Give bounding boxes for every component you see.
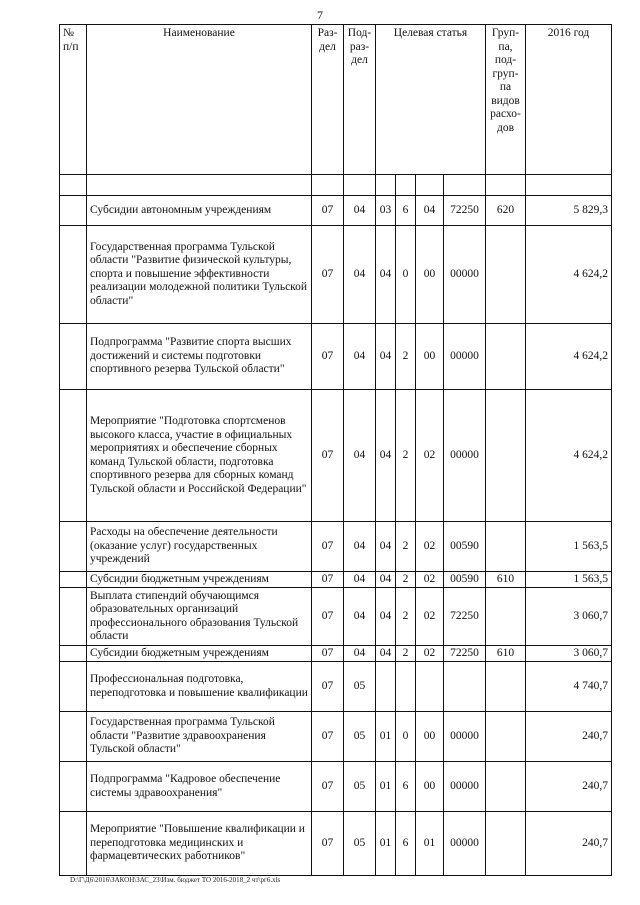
table-row — [60, 390, 612, 522]
cell-amount: 3 060,7 — [526, 646, 612, 662]
cell-podrazdel: 05 — [344, 762, 376, 812]
cell-expense-group: 620 — [486, 196, 526, 226]
cell-name: Субсидии бюджетным учреждениям — [87, 572, 312, 588]
cell-razdel: 07 — [312, 588, 344, 646]
cell-target-program: 04 — [376, 572, 396, 588]
cell-podrazdel: 04 — [344, 226, 376, 324]
cell-amount: 4 624,2 — [526, 324, 612, 390]
cell-expense-group — [486, 522, 526, 572]
cell-target-subprogram: 2 — [396, 522, 416, 572]
cell-expense-group — [486, 226, 526, 324]
cell-target-program: 04 — [376, 390, 396, 522]
cell-target-event: 00 — [416, 226, 444, 324]
cell-expense-group: 610 — [486, 646, 526, 662]
cell-num — [60, 196, 87, 226]
cell-name: Государственная программа Тульской области "Развитие здравоохранения Тульской области" — [87, 712, 312, 762]
cell-target-direction: 00590 — [444, 572, 486, 588]
table-row — [60, 646, 612, 662]
cell-expense-group — [486, 324, 526, 390]
cell-target-subprogram: 0 — [396, 712, 416, 762]
cell-target-direction — [444, 662, 486, 712]
cell-target-event: 00 — [416, 712, 444, 762]
cell-target-event: 04 — [416, 196, 444, 226]
header-name: Наименование — [87, 25, 312, 175]
header-target: Целевая статья — [376, 25, 486, 175]
cell-podrazdel: 05 — [344, 662, 376, 712]
cell-razdel: 07 — [312, 762, 344, 812]
cell-podrazdel: 04 — [344, 572, 376, 588]
cell-target-subprogram: 2 — [396, 324, 416, 390]
cell-podrazdel: 05 — [344, 712, 376, 762]
cell-target-event: 02 — [416, 390, 444, 522]
cell-num — [60, 662, 87, 712]
cell-razdel: 07 — [312, 812, 344, 876]
cell-target-direction: 72250 — [444, 196, 486, 226]
cell-name: Государственная программа Тульской области "Развитие физической культуры, спорта и повышение эффективности реализации молодежной политики Тульской области" — [87, 226, 312, 324]
cell-num — [60, 572, 87, 588]
cell-target-subprogram: 2 — [396, 572, 416, 588]
cell-target-event: 00 — [416, 762, 444, 812]
cell-target-program — [376, 662, 396, 712]
header-row — [60, 25, 612, 175]
table-row — [60, 196, 612, 226]
budget-table — [59, 24, 612, 876]
cell-num — [60, 588, 87, 646]
cell-amount: 4 624,2 — [526, 390, 612, 522]
cell-target-direction: 00000 — [444, 324, 486, 390]
cell-name: Субсидии автономным учреждениям — [87, 196, 312, 226]
cell-podrazdel: 04 — [344, 324, 376, 390]
cell-name: Расходы на обеспечение деятельности (оказание услуг) государственных учреждений — [87, 522, 312, 572]
cell-target-program: 01 — [376, 712, 396, 762]
table-row — [60, 572, 612, 588]
cell-amount: 5 829,3 — [526, 196, 612, 226]
cell-target-direction: 00000 — [444, 226, 486, 324]
cell-razdel: 07 — [312, 324, 344, 390]
cell-razdel: 07 — [312, 196, 344, 226]
cell-target-subprogram: 6 — [396, 762, 416, 812]
cell-target-event: 02 — [416, 522, 444, 572]
cell-amount: 1 563,5 — [526, 522, 612, 572]
cell-expense-group — [486, 712, 526, 762]
cell-target-subprogram: 2 — [396, 646, 416, 662]
cell-expense-group — [486, 390, 526, 522]
cell-razdel: 07 — [312, 572, 344, 588]
cell-target-event: 02 — [416, 588, 444, 646]
table-row — [60, 324, 612, 390]
cell-num — [60, 646, 87, 662]
cell-amount: 240,7 — [526, 812, 612, 876]
cell-target-direction: 00000 — [444, 762, 486, 812]
cell-num — [60, 812, 87, 876]
cell-expense-group — [486, 762, 526, 812]
cell-target-subprogram: 6 — [396, 812, 416, 876]
cell-podrazdel: 04 — [344, 588, 376, 646]
cell-target-program: 04 — [376, 646, 396, 662]
cell-name: Выплата стипендий обучающимся образовательных организаций профессионального образования Тульской области — [87, 588, 312, 646]
table-row — [60, 712, 612, 762]
cell-target-program: 04 — [376, 588, 396, 646]
cell-podrazdel: 04 — [344, 196, 376, 226]
table-row — [60, 762, 612, 812]
cell-amount: 1 563,5 — [526, 572, 612, 588]
table-row — [60, 812, 612, 876]
cell-num — [60, 762, 87, 812]
cell-target-program: 04 — [376, 522, 396, 572]
cell-target-direction: 00000 — [444, 390, 486, 522]
cell-target-program: 01 — [376, 762, 396, 812]
cell-name: Мероприятие "Подготовка спортсменов высокого класса, участие в официальных мероприятиях и обеспечение сборных команд Тульской области, подготовка спортивного резерва для сборных команд Тульской области и Российской Федерации" — [87, 390, 312, 522]
cell-podrazdel: 04 — [344, 646, 376, 662]
cell-podrazdel: 05 — [344, 812, 376, 876]
cell-razdel: 07 — [312, 226, 344, 324]
table-row — [60, 588, 612, 646]
cell-target-subprogram: 0 — [396, 226, 416, 324]
table-row — [60, 226, 612, 324]
file-path-footer: D:\Г\Д6\2016\ЗАКОН\ЗАС_23\Изм. бюджет ТО 2016-2018_2 чт\рг6.xls — [70, 876, 281, 884]
cell-target-program: 04 — [376, 324, 396, 390]
cell-expense-group — [486, 812, 526, 876]
cell-amount: 3 060,7 — [526, 588, 612, 646]
cell-target-subprogram: 2 — [396, 588, 416, 646]
cell-name: Мероприятие "Повышение квалификации и переподготовка медицинских и фармацевтических работников" — [87, 812, 312, 876]
cell-target-program: 04 — [376, 226, 396, 324]
cell-target-subprogram: 6 — [396, 196, 416, 226]
cell-target-direction: 72250 — [444, 646, 486, 662]
cell-target-event: 02 — [416, 646, 444, 662]
cell-expense-group — [486, 662, 526, 712]
cell-name: Подпрограмма "Кадровое обеспечение системы здравоохранения" — [87, 762, 312, 812]
cell-expense-group: 610 — [486, 572, 526, 588]
cell-target-direction: 00590 — [444, 522, 486, 572]
cell-target-event: 01 — [416, 812, 444, 876]
header-group: Груп-па, под-груп-па видов расхо-дов — [486, 25, 526, 175]
header-podrazdel: Под-раз-дел — [344, 25, 376, 175]
cell-target-program: 01 — [376, 812, 396, 876]
cell-target-subprogram: 2 — [396, 390, 416, 522]
cell-target-direction: 72250 — [444, 588, 486, 646]
cell-podrazdel: 04 — [344, 522, 376, 572]
cell-razdel: 07 — [312, 522, 344, 572]
cell-amount: 240,7 — [526, 712, 612, 762]
cell-razdel: 07 — [312, 662, 344, 712]
cell-target-event: 02 — [416, 572, 444, 588]
table-row — [60, 662, 612, 712]
cell-num — [60, 226, 87, 324]
cell-num — [60, 712, 87, 762]
cell-name: Субсидии бюджетным учреждениям — [87, 646, 312, 662]
cell-target-direction: 00000 — [444, 812, 486, 876]
cell-podrazdel: 04 — [344, 390, 376, 522]
header-year: 2016 год — [526, 25, 612, 175]
cell-expense-group — [486, 588, 526, 646]
spacer-row — [60, 175, 612, 196]
cell-target-direction: 00000 — [444, 712, 486, 762]
cell-num — [60, 522, 87, 572]
cell-razdel: 07 — [312, 390, 344, 522]
header-razdel: Раз-дел — [312, 25, 344, 175]
header-num: № п/п — [60, 25, 87, 175]
cell-target-subprogram — [396, 662, 416, 712]
cell-num — [60, 390, 87, 522]
cell-name: Профессиональная подготовка, переподготовка и повышение квалификации — [87, 662, 312, 712]
cell-amount: 240,7 — [526, 762, 612, 812]
cell-amount: 4 740,7 — [526, 662, 612, 712]
cell-target-event — [416, 662, 444, 712]
cell-razdel: 07 — [312, 646, 344, 662]
cell-name: Подпрограмма "Развитие спорта высших достижений и системы подготовки спортивного резерва Тульской области" — [87, 324, 312, 390]
table-row — [60, 522, 612, 572]
page-number: 7 — [317, 8, 323, 22]
cell-target-event: 00 — [416, 324, 444, 390]
cell-amount: 4 624,2 — [526, 226, 612, 324]
cell-num — [60, 324, 87, 390]
cell-razdel: 07 — [312, 712, 344, 762]
cell-target-program: 03 — [376, 196, 396, 226]
